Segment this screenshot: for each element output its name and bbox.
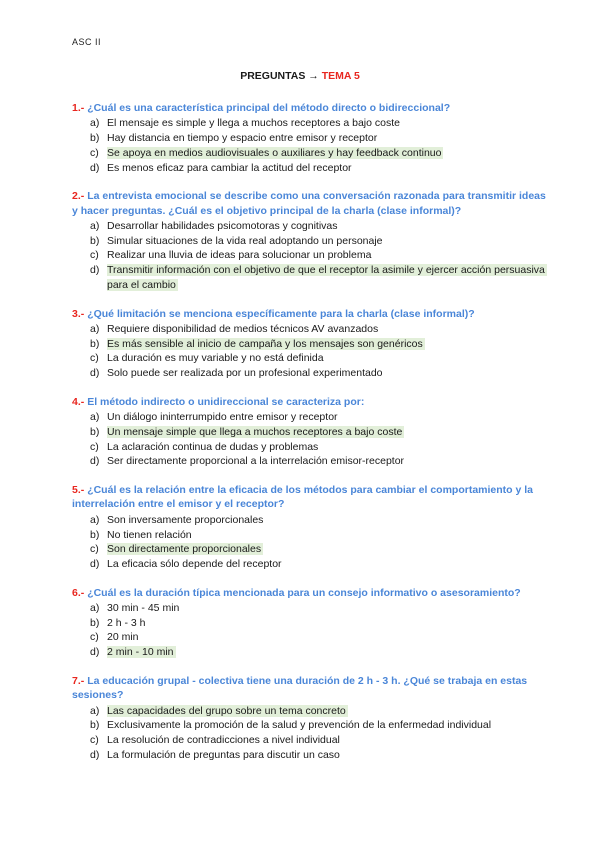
option-item	[72, 234, 552, 249]
option-list	[72, 219, 552, 293]
question-statement: ¿Cuál es la relación entre la eficacia de los métodos para cambiar el comportamiento y la interrelación entre el emisor y el receptor?	[72, 483, 534, 511]
question-text	[72, 395, 552, 409]
option-letter: b)	[90, 616, 100, 629]
option-letter: d)	[90, 161, 100, 174]
option-text: La formulación de preguntas para discutir un caso	[107, 748, 340, 761]
option-list	[72, 410, 552, 469]
question-block	[72, 586, 552, 660]
option-item-correct	[72, 337, 552, 352]
option-text: Un diálogo ininterrumpido entre emisor y receptor	[107, 411, 338, 424]
question-text	[72, 307, 552, 321]
question-number: 3.-	[72, 307, 85, 320]
option-item-correct	[72, 425, 552, 440]
option-text: Es más sensible al inicio de campaña y los mensajes son genéricos	[107, 337, 423, 350]
option-letter: b)	[90, 337, 100, 350]
option-text: La aclaración continua de dudas y problemas	[107, 440, 319, 453]
option-text: Exclusivamente la promoción de la salud y prevención de la enfermedad individual	[107, 719, 492, 732]
option-text: Transmitir información con el objetivo de que el receptor la asimile y ejercer acción persuasiva para el cambio	[107, 264, 545, 291]
option-item	[72, 557, 552, 572]
option-letter: a)	[90, 117, 100, 130]
option-item	[72, 322, 552, 337]
question-number: 5.-	[72, 483, 85, 496]
option-letter: b)	[90, 234, 100, 247]
option-letter: a)	[90, 602, 100, 615]
option-letter: c)	[90, 543, 99, 556]
question-statement: El método indirecto o unidireccional se caracteriza por:	[87, 395, 365, 408]
option-item	[72, 131, 552, 146]
option-item-correct	[72, 645, 552, 660]
option-text: El mensaje es simple y llega a muchos receptores a bajo coste	[107, 117, 400, 130]
option-text: 20 min	[107, 631, 139, 644]
question-number: 6.-	[72, 586, 85, 599]
option-text: 2 h - 3 h	[107, 616, 146, 629]
question-number: 7.-	[72, 674, 85, 687]
option-item	[72, 410, 552, 425]
title-tema: TEMA 5	[321, 70, 360, 82]
title-label: PREGUNTAS	[240, 70, 306, 82]
question-block	[72, 395, 552, 469]
option-text: Hay distancia en tiempo y espacio entre emisor y receptor	[107, 132, 378, 145]
option-item	[72, 616, 552, 631]
question-block	[72, 189, 552, 292]
option-letter: c)	[90, 631, 99, 644]
option-text: 2 min - 10 min	[107, 646, 174, 659]
question-text	[72, 674, 552, 703]
option-text: Requiere disponibilidad de medios técnicos AV avanzados	[107, 322, 379, 335]
option-item	[72, 630, 552, 645]
option-letter: b)	[90, 425, 100, 438]
question-statement: ¿Cuál es una característica principal del método directo o bidireccional?	[87, 102, 451, 114]
option-letter: d)	[90, 455, 100, 468]
option-text: Ser directamente proporcional a la interrelación emisor-receptor	[107, 455, 405, 468]
option-list	[72, 513, 552, 572]
question-block	[72, 674, 552, 763]
option-item	[72, 718, 552, 733]
title-arrow: →	[308, 70, 319, 82]
option-item	[72, 513, 552, 528]
option-item-correct	[72, 146, 552, 161]
option-item	[72, 733, 552, 748]
option-letter: c)	[90, 352, 99, 365]
option-letter: d)	[90, 646, 100, 659]
question-number: 4.-	[72, 395, 85, 408]
question-statement: La entrevista emocional se describe como una conversación razonada para transmitir ideas y hacer preguntas. ¿Cuál es el objetivo principal de la charla (clase informal)?	[72, 190, 546, 217]
option-letter: b)	[90, 132, 100, 145]
option-text: Son inversamente proporcionales	[107, 513, 264, 526]
option-item	[72, 116, 552, 131]
option-letter: b)	[90, 528, 100, 541]
option-item	[72, 601, 552, 616]
option-letter: d)	[90, 557, 100, 570]
option-text: Solo puede ser realizada por un profesional experimentado	[107, 367, 383, 380]
option-text: Simular situaciones de la vida real adoptando un personaje	[107, 234, 383, 247]
question-text	[72, 101, 552, 115]
question-list	[72, 101, 552, 776]
option-letter: a)	[90, 513, 100, 526]
question-text	[72, 483, 552, 512]
option-text: La eficacia sólo depende del receptor	[107, 557, 282, 570]
option-item	[72, 440, 552, 455]
option-letter: c)	[90, 440, 99, 453]
question-statement: ¿Cuál es la duración típica mencionada para un consejo informativo o asesoramiento?	[87, 586, 521, 599]
option-list	[72, 601, 552, 660]
option-item-correct	[72, 263, 552, 292]
option-item-correct	[72, 542, 552, 557]
option-text: Las capacidades del grupo sobre un tema concreto	[107, 704, 346, 717]
question-statement: ¿Qué limitación se menciona específicamente para la charla (clase informal)?	[87, 307, 475, 320]
option-text: Es menos eficaz para cambiar la actitud del receptor	[107, 161, 352, 174]
option-item	[72, 748, 552, 763]
document-header: ASC II	[72, 37, 102, 47]
option-letter: b)	[90, 719, 100, 732]
question-number: 1.-	[72, 102, 85, 114]
question-block	[72, 307, 552, 381]
option-letter: a)	[90, 322, 100, 335]
option-letter: a)	[90, 704, 100, 717]
question-text	[72, 189, 552, 218]
question-text	[72, 586, 552, 600]
option-text: Son directamente proporcionales	[107, 543, 262, 556]
option-text: Realizar una lluvia de ideas para solucionar un problema	[107, 249, 372, 262]
option-text: 30 min - 45 min	[107, 602, 180, 615]
option-letter: c)	[90, 146, 99, 159]
option-list	[72, 704, 552, 763]
option-item-correct	[72, 704, 552, 719]
option-list	[72, 116, 552, 175]
page-title	[0, 70, 600, 82]
option-item	[72, 366, 552, 381]
option-item	[72, 248, 552, 263]
option-item	[72, 528, 552, 543]
question-statement: La educación grupal - colectiva tiene una duración de 2 h - 3 h. ¿Qué se trabaja en estas sesiones?	[72, 674, 528, 702]
option-item	[72, 454, 552, 469]
option-letter: d)	[90, 367, 100, 380]
option-item	[72, 351, 552, 366]
option-text: No tienen relación	[107, 528, 192, 541]
option-text: Desarrollar habilidades psicomotoras y cognitivas	[107, 220, 338, 233]
option-letter: d)	[90, 264, 100, 277]
option-text: La duración es muy variable y no está definida	[107, 352, 324, 365]
option-list	[72, 322, 552, 381]
option-letter: a)	[90, 411, 100, 424]
option-text: La resolución de contradicciones a nivel individual	[107, 734, 340, 747]
option-item	[72, 219, 552, 234]
option-letter: a)	[90, 220, 100, 233]
option-text: Se apoya en medios audiovisuales o auxiliares y hay feedback continuo	[107, 146, 442, 159]
option-letter: c)	[90, 734, 99, 747]
question-block	[72, 101, 552, 175]
option-letter: c)	[90, 249, 99, 262]
option-text: Un mensaje simple que llega a muchos receptores a bajo coste	[107, 425, 403, 438]
question-number: 2.-	[72, 190, 85, 203]
option-letter: d)	[90, 748, 100, 761]
question-block	[72, 483, 552, 572]
option-item	[72, 161, 552, 176]
